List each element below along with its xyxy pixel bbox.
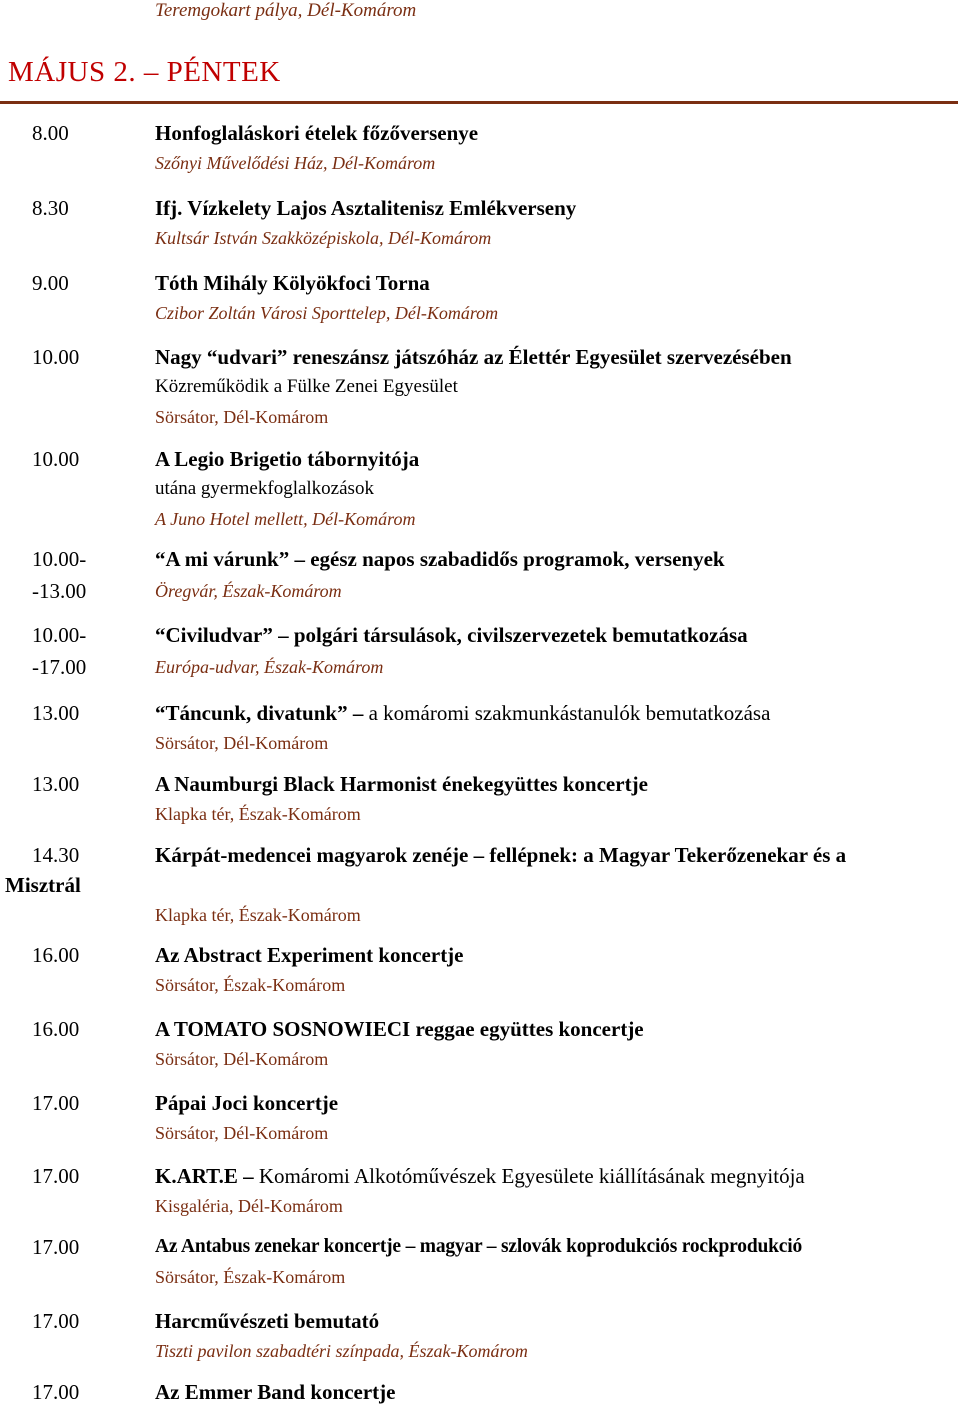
event-venue: Sörsátor, Dél-Komárom [155, 1049, 329, 1069]
event-title: Kárpát-medencei magyarok zenéje – fellépnek: a Magyar Tekerőzenekar és a [155, 843, 847, 867]
event-time: 8.00 [32, 121, 69, 145]
event-title-wrap: Misztrál [5, 873, 81, 897]
event-item [0, 118, 960, 178]
event-title-bold: K.ART.E – [155, 1164, 254, 1188]
event-title: “Civiludvar” – polgári társulások, civilszervezetek bemutatkozása [155, 623, 748, 647]
event-item [0, 620, 960, 682]
event-venue: Sörsátor, Dél-Komárom [155, 733, 329, 753]
event-time: 17.00 [32, 1091, 80, 1115]
event-item [0, 769, 960, 829]
divider [0, 101, 958, 104]
event-time: 13.00 [32, 701, 80, 725]
event-venue: A Juno Hotel mellett, Dél-Komárom [155, 509, 416, 529]
event-venue: Czibor Zoltán Városi Sporttelep, Dél-Komárom [155, 303, 499, 323]
event-title-rest: Komáromi Alkotóművészek Egyesülete kiállításának megnyitója [253, 1164, 805, 1188]
event-venue: Sörsátor, Dél-Komárom [155, 407, 329, 427]
top-venue: Teremgokart pálya, Dél-Komárom [155, 0, 417, 21]
event-time: 16.00 [32, 1017, 80, 1041]
event-venue: Öregvár, Észak-Komárom [155, 581, 342, 601]
event-time: 9.00 [32, 271, 69, 295]
event-time-end: -13.00 [32, 579, 87, 603]
day-title: MÁJUS 2. – PÉNTEK [8, 56, 281, 88]
event-venue: Kultsár István Szakközépiskola, Dél-Komárom [155, 228, 492, 248]
event-time: 10.00- [32, 623, 87, 647]
event-time-end: -17.00 [32, 655, 87, 679]
event-time: 10.00 [32, 345, 80, 369]
event-title: A Naumburgi Black Harmonist énekegyüttes koncertje [155, 772, 648, 796]
event-venue: Klapka tér, Észak-Komárom [155, 905, 361, 925]
event-item [0, 544, 960, 606]
event-title: Nagy “udvari” reneszánsz játszóház az Élettér Egyesület szervezésében [155, 345, 792, 369]
event-venue: Kisgaléria, Dél-Komárom [155, 1196, 343, 1216]
event-item [0, 444, 960, 534]
event-time: 17.00 [32, 1380, 80, 1404]
event-item [0, 342, 960, 432]
event-subtitle: Közreműködik a Fülke Zenei Egyesület [155, 376, 458, 397]
event-time: 10.00 [32, 447, 80, 471]
event-time: 13.00 [32, 772, 80, 796]
event-time: 16.00 [32, 943, 80, 967]
event-venue: Szőnyi Művelődési Ház, Dél-Komárom [155, 153, 436, 173]
event-time: 17.00 [32, 1235, 80, 1259]
event-time: 17.00 [32, 1309, 80, 1333]
event-venue: Tiszti pavilon szabadtéri színpada, Észak-Komárom [155, 1341, 528, 1361]
event-title: “A mi várunk” – egész napos szabadidős programok, versenyek [155, 547, 725, 571]
event-title: Ifj. Vízkelety Lajos Asztalitenisz Emlékverseny [155, 196, 577, 220]
event-venue: Sörsátor, Észak-Komárom [155, 1267, 346, 1287]
event-title: Az Emmer Band koncertje [155, 1380, 396, 1404]
event-item [0, 268, 960, 328]
event-item [0, 840, 960, 930]
event-title: Tóth Mihály Kölyökfoci Torna [155, 271, 430, 295]
event-item [0, 1306, 960, 1366]
event-time: 10.00- [32, 547, 87, 571]
event-item [0, 1232, 960, 1292]
event-venue: Sörsátor, Észak-Komárom [155, 975, 346, 995]
event-item [0, 1014, 960, 1074]
event-title [155, 698, 960, 728]
event-venue: Európa-udvar, Észak-Komárom [155, 657, 384, 677]
event-title-rest: a komáromi szakmunkástanulók bemutatkozása [363, 701, 771, 725]
event-subtitle: utána gyermekfoglalkozások [155, 478, 374, 499]
event-title: Honfoglaláskori ételek főzőversenye [155, 121, 479, 145]
event-time: 14.30 [32, 843, 80, 867]
event-title: Az Abstract Experiment koncertje [155, 943, 464, 967]
event-item [0, 698, 960, 758]
event-item [0, 1161, 960, 1221]
event-time: 17.00 [32, 1164, 80, 1188]
event-title: Pápai Joci koncertje [155, 1091, 339, 1115]
event-item [0, 940, 960, 1000]
event-title [155, 1161, 960, 1191]
event-time: 8.30 [32, 196, 69, 220]
event-title-bold: “Táncunk, divatunk” – [155, 701, 364, 725]
event-venue: Klapka tér, Észak-Komárom [155, 804, 361, 824]
event-venue: Sörsátor, Dél-Komárom [155, 1123, 329, 1143]
event-title: Az Antabus zenekar koncertje – magyar – szlovák koprodukciós rockprodukció [155, 1236, 802, 1257]
event-item [0, 1377, 960, 1407]
event-title: A Legio Brigetio tábornyitója [155, 447, 420, 471]
event-item [0, 1088, 960, 1148]
event-item [0, 193, 960, 253]
event-title: A TOMATO SOSNOWIECI reggae együttes koncertje [155, 1017, 644, 1041]
event-title: Harcművészeti bemutató [155, 1309, 380, 1333]
